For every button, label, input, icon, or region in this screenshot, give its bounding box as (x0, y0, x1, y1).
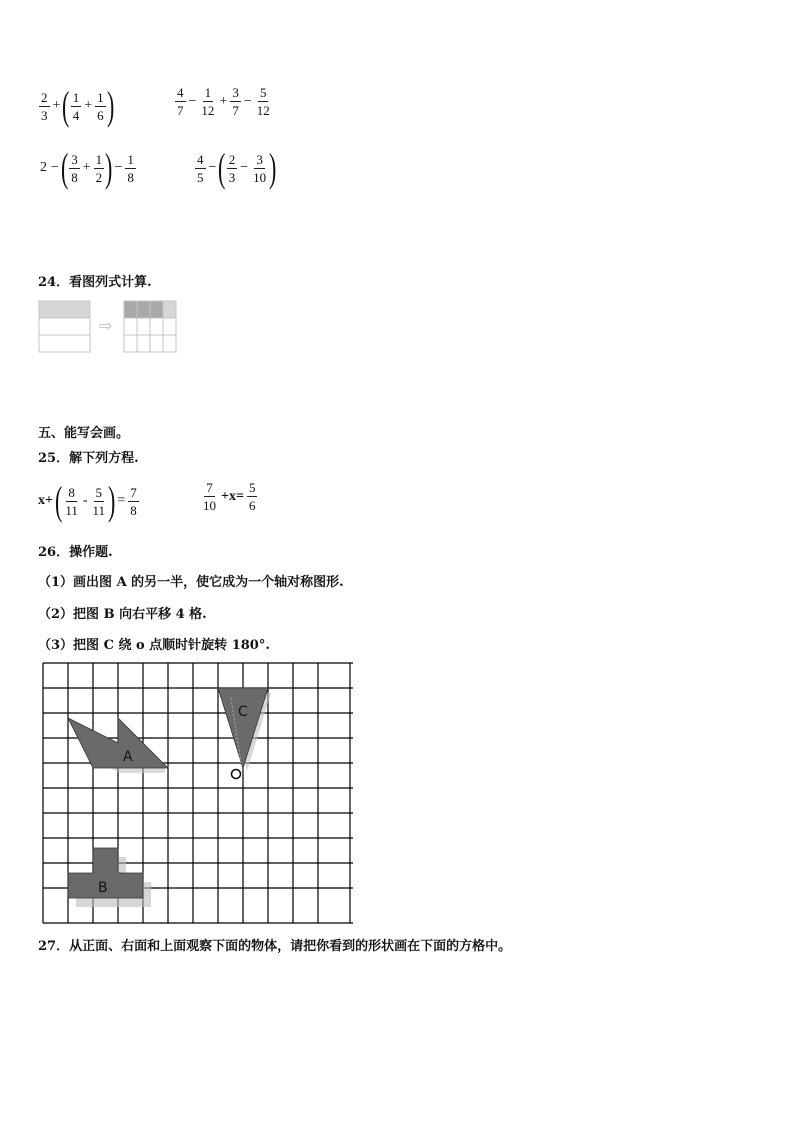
fraction: $\frac{2}{3}$ (41, 89, 48, 123)
equation-2: $\frac{7}{10}$ +x= $\frac{5}{6}$ (203, 480, 256, 513)
fraction: $\frac{1}{12}$ (201, 85, 215, 118)
label-a: A (123, 749, 133, 765)
fraction: $\frac{1}{2}$ (95, 151, 103, 185)
shape-c (218, 688, 271, 779)
label-b: B (98, 880, 108, 896)
fraction: $\frac{3}{7}$ (232, 85, 239, 118)
fraction: $\frac{3}{8}$ (71, 151, 78, 185)
right-grid (124, 301, 176, 352)
expression-1: $\frac{2}{3}$ + ( $\frac{1}{4}$ + $\frac{1}{6}$ ) (41, 83, 114, 128)
fraction: $\frac{8}{11}$ (65, 484, 78, 518)
grid-figure (38, 658, 358, 930)
fraction: $\frac{3}{10}$ (253, 151, 267, 185)
left-paren: ( (60, 145, 69, 190)
q26-item-2: （2）把图 B 向右平移 4 格. (38, 607, 207, 622)
expression-3: 2 − ( $\frac{3}{8}$ + $\frac{1}{2}$ ) − $\frac{1}{8}$ (40, 145, 134, 190)
left-rect-shaded (39, 301, 90, 318)
right-paren: ) (269, 145, 277, 190)
q24-figure (36, 298, 181, 356)
left-paren: ( (62, 83, 70, 128)
fraction: $\frac{5}{11}$ (92, 484, 106, 518)
arrow-icon: ⇨ (99, 316, 113, 335)
question-24-title: 24．看图列式计算. (38, 275, 152, 290)
fraction: $\frac{1}{4}$ (72, 89, 80, 123)
question-25-title: 25．解下列方程. (38, 451, 139, 466)
equation-1: x+ ( $\frac{8}{11}$ - $\frac{5}{11}$ ) = $\frac{7}{8}$ (38, 478, 137, 523)
left-paren: ( (54, 478, 63, 523)
section-5-title: 五、能写会画。 (38, 426, 130, 441)
right-paren: ) (106, 83, 114, 128)
fraction: $\frac{5}{6}$ (248, 480, 256, 513)
fraction: $\frac{7}{10}$ (203, 480, 216, 513)
fraction: $\frac{4}{7}$ (177, 85, 184, 118)
q26-item-3: （3）把图 C 绕 o 点顺时针旋转 180°. (38, 638, 270, 653)
left-paren: ( (218, 145, 226, 190)
rotation-point-o (232, 770, 241, 779)
fraction: $\frac{4}{5}$ (197, 151, 204, 185)
fraction: $\frac{5}{12}$ (256, 85, 270, 118)
fraction: $\frac{7}{8}$ (130, 484, 137, 518)
expression-2: $\frac{4}{7}$ − $\frac{1}{12}$ + $\frac{3}{7}$ − $\frac{5}{12}$ (177, 85, 270, 118)
fraction: $\frac{1}{8}$ (127, 151, 134, 185)
question-26-title: 26．操作题. (38, 545, 113, 560)
fraction: $\frac{2}{3}$ (228, 151, 236, 185)
shape-a (68, 718, 170, 773)
fraction: $\frac{1}{6}$ (97, 89, 104, 123)
right-paren: ) (105, 145, 113, 190)
right-paren: ) (108, 478, 116, 523)
expression-4: $\frac{4}{5}$ − ( $\frac{2}{3}$ − $\frac{3}{10}$ ) (197, 145, 277, 190)
label-c: C (238, 704, 248, 720)
q26-item-1: （1）画出图 A 的另一半，使它成为一个轴对称图形. (38, 575, 344, 590)
question-27-title: 27．从正面、右面和上面观察下面的物体，请把你看到的形状画在下面的方格中。 (38, 939, 512, 954)
shape-b (68, 848, 151, 907)
